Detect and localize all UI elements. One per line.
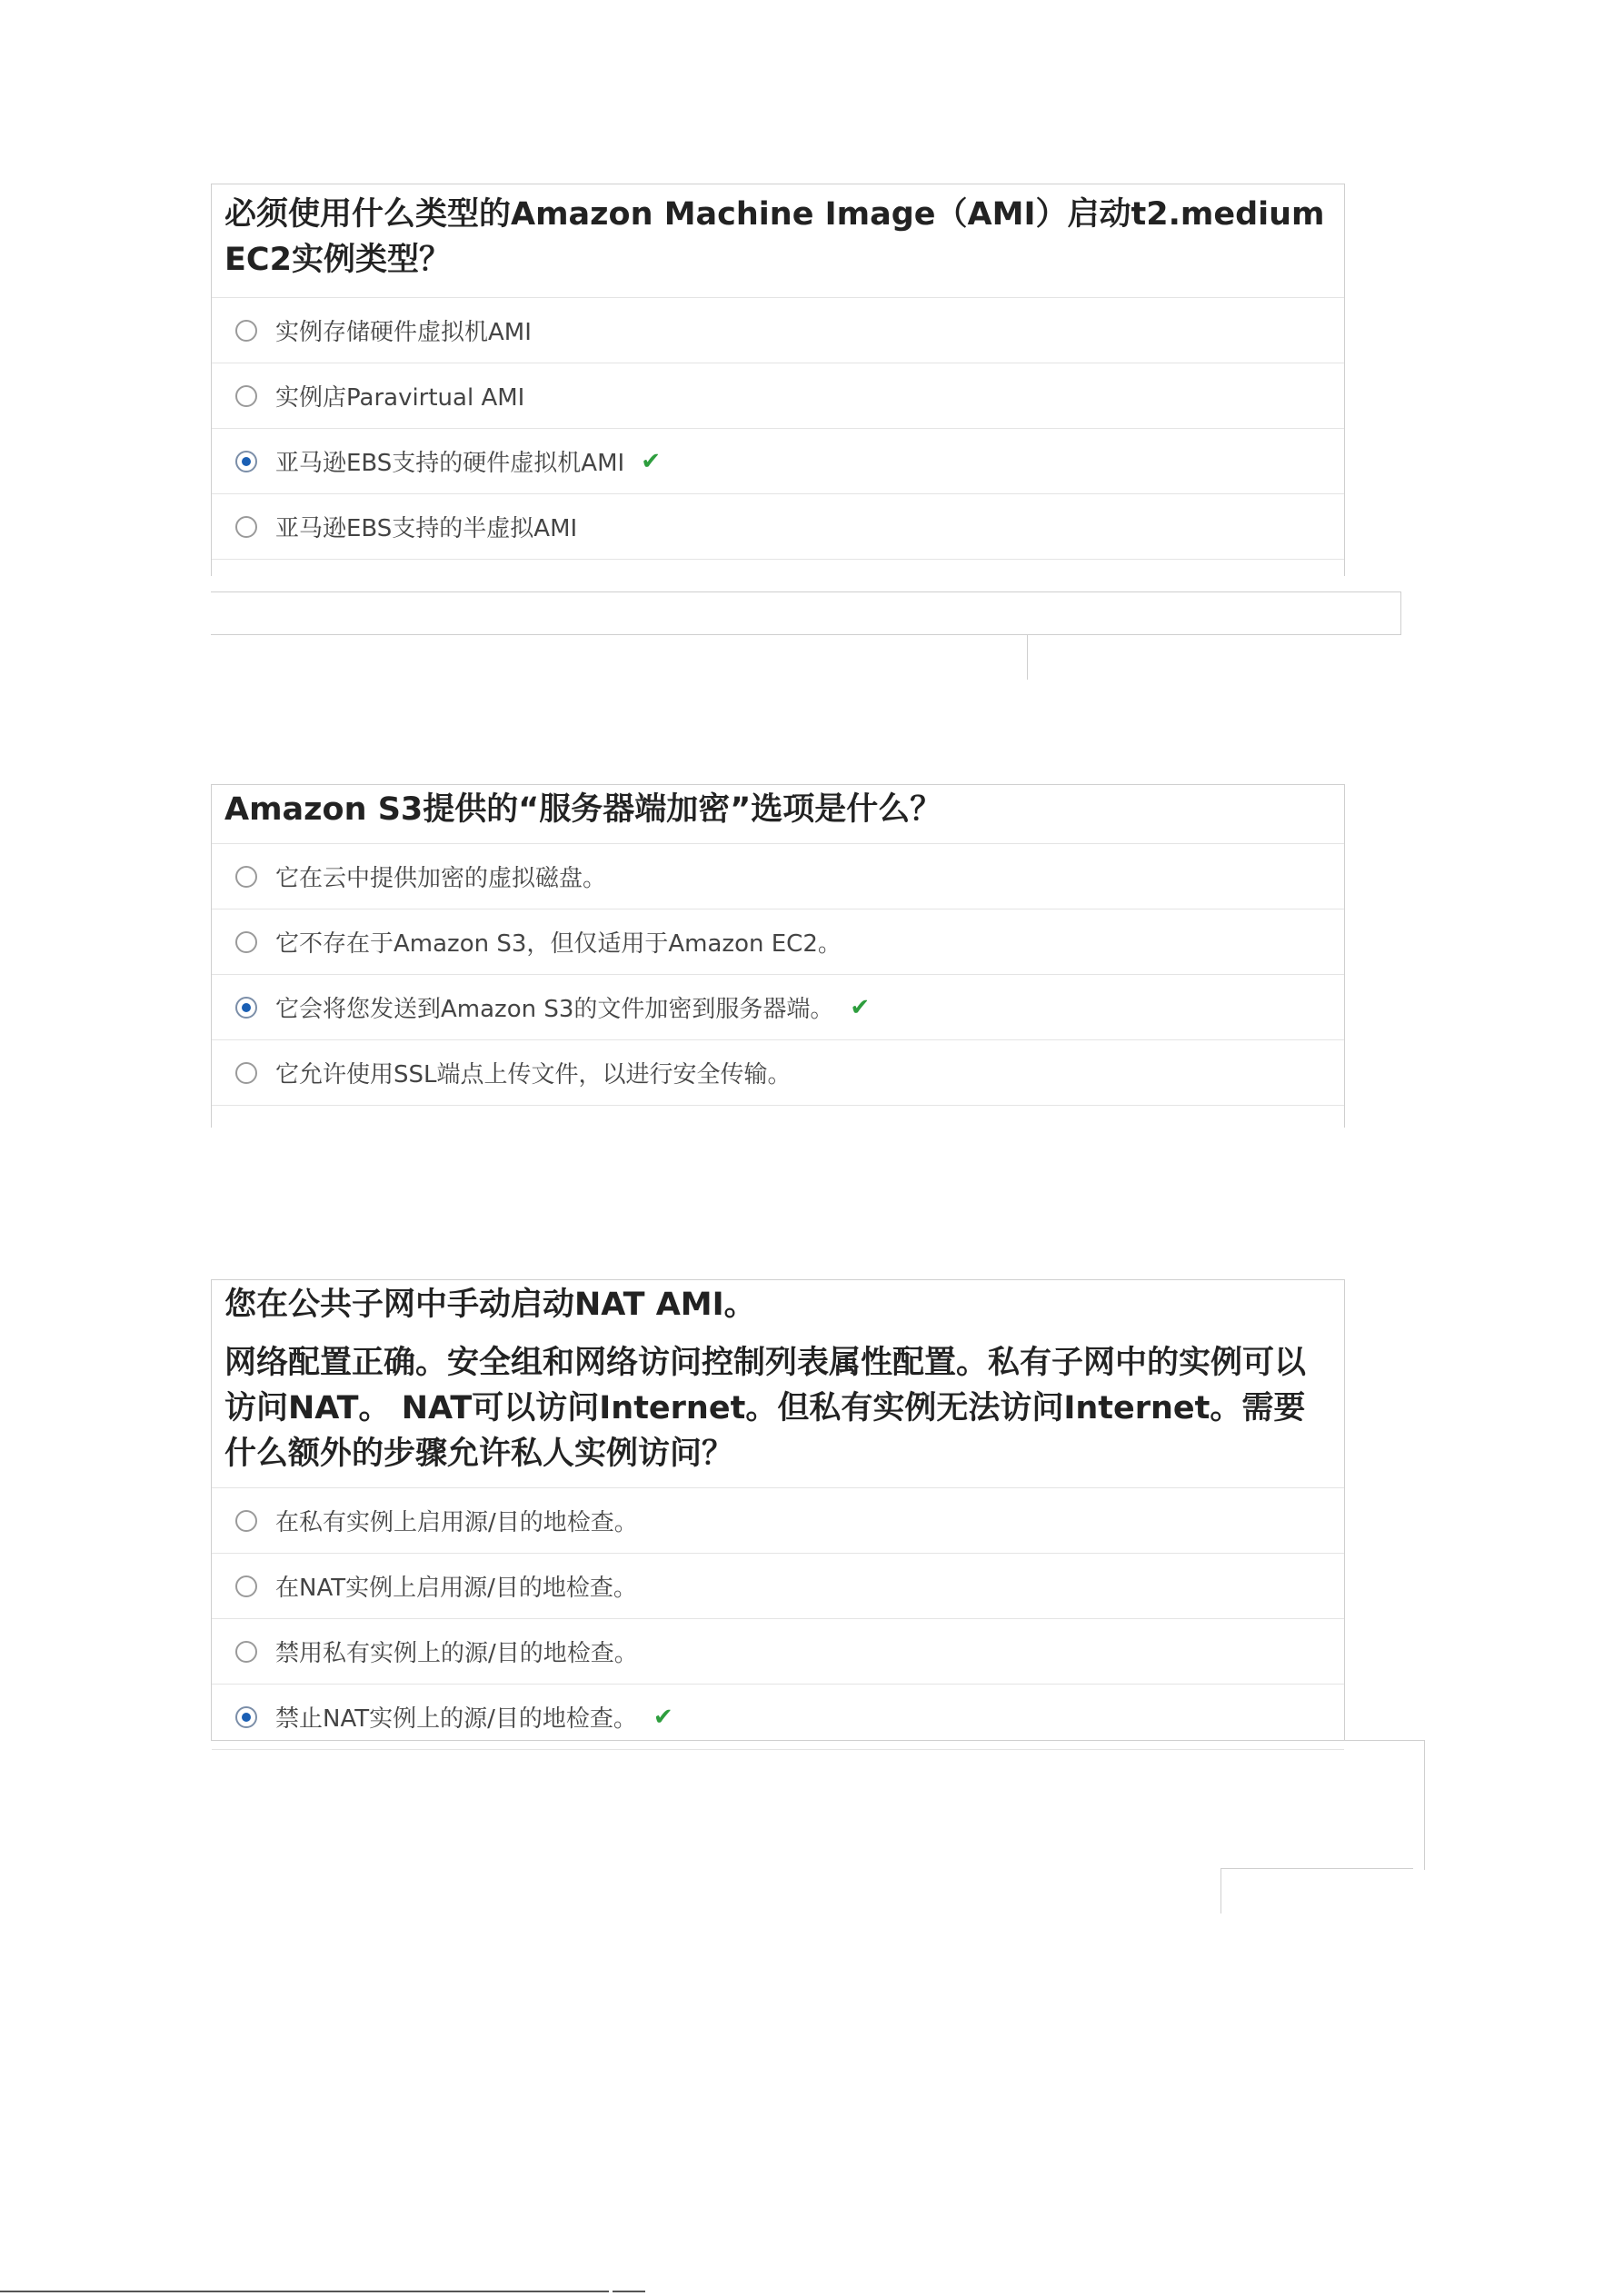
options-list: [212, 297, 1344, 560]
question-card-3: [211, 1279, 1345, 1741]
card-fragment: [211, 1740, 1425, 1784]
question-text: 必须使用什么类型的Amazon Machine Image（AMI）启动t2.medium EC2实例类型？: [224, 196, 1325, 278]
option-label: 在私有实例上启用源/目的地检查。: [275, 1509, 638, 1536]
option-item[interactable]: [212, 844, 1344, 909]
option-item[interactable]: [212, 909, 1344, 975]
option-item[interactable]: [212, 494, 1344, 560]
option-item[interactable]: [212, 1554, 1344, 1619]
radio-button[interactable]: [235, 1062, 257, 1084]
radio-button-selected[interactable]: [235, 451, 257, 472]
options-list: [212, 843, 1344, 1106]
check-icon: ✔: [641, 447, 661, 475]
option-label: 它在云中提供加密的虚拟磁盘。: [275, 865, 607, 892]
option-item[interactable]: [212, 363, 1344, 429]
radio-button-selected[interactable]: [235, 997, 257, 1019]
question-title: [212, 184, 1344, 297]
radio-button[interactable]: [235, 931, 257, 953]
card-fragment: [211, 591, 1401, 635]
question-text: 您在公共子网中手动启动NAT AMI。: [224, 1287, 756, 1323]
question-card-2: [211, 784, 1345, 1128]
option-item[interactable]: [212, 1040, 1344, 1106]
radio-button[interactable]: [235, 516, 257, 538]
radio-button[interactable]: [235, 385, 257, 407]
option-label: 它不存在于Amazon S3，但仅适用于Amazon EC2。: [275, 930, 842, 958]
option-label: 实例存储硬件虚拟机AMI: [275, 319, 532, 346]
radio-button[interactable]: [235, 1575, 257, 1597]
radio-button[interactable]: [235, 1641, 257, 1663]
option-item[interactable]: [212, 298, 1344, 363]
check-icon: ✔: [653, 1703, 673, 1731]
question-title: [212, 1280, 1344, 1487]
option-label: 禁用私有实例上的源/目的地检查。: [275, 1640, 638, 1667]
option-item[interactable]: [212, 1619, 1344, 1685]
divider: [613, 2291, 645, 2292]
radio-button-selected[interactable]: [235, 1706, 257, 1728]
divider: [0, 2291, 609, 2292]
question-text: 网络配置正确。安全组和网络访问控制列表属性配置。私有子网中的实例可以访问NAT。 NAT可以访问Internet。但私有实例无法访问Internet。需要什么额外的步骤允许私人实例访问？: [224, 1345, 1307, 1472]
card-fragment: [1411, 1783, 1425, 1870]
option-label: 亚马逊EBS支持的半虚拟AMI: [275, 515, 578, 542]
option-label: 在NAT实例上启用源/目的地检查。: [275, 1575, 637, 1602]
option-label: 它会将您发送到Amazon S3的文件加密到服务器端。: [275, 996, 834, 1023]
question-text: Amazon S3提供的“服务器端加密”选项是什么？: [224, 791, 942, 828]
option-label: 实例店Paravirtual AMI: [275, 384, 525, 412]
options-list: [212, 1487, 1344, 1750]
card-fragment: [1027, 634, 1401, 680]
option-label: 禁止NAT实例上的源/目的地检查。: [275, 1705, 637, 1733]
option-item[interactable]: [212, 975, 1344, 1040]
option-item[interactable]: [212, 429, 1344, 494]
card-fragment: [1220, 1868, 1413, 1913]
option-item[interactable]: [212, 1488, 1344, 1554]
radio-button[interactable]: [235, 320, 257, 342]
radio-button[interactable]: [235, 1510, 257, 1532]
radio-button[interactable]: [235, 866, 257, 888]
question-title: [212, 785, 1344, 843]
check-icon: ✔: [850, 993, 871, 1021]
option-label: 亚马逊EBS支持的硬件虚拟机AMI: [275, 450, 625, 477]
option-label: 它允许使用SSL端点上传文件，以进行安全传输。: [275, 1061, 792, 1088]
question-card-1: [211, 184, 1345, 576]
